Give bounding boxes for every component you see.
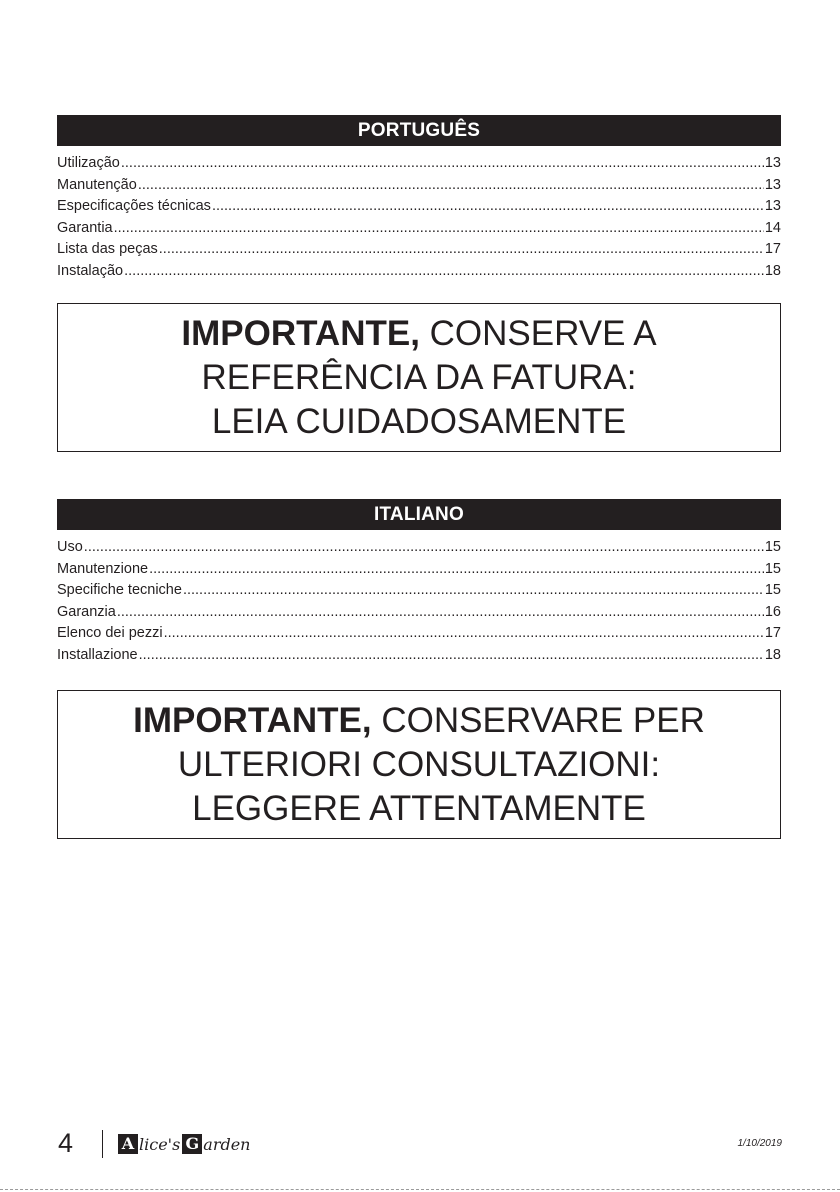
toc-title: Utilização (57, 155, 120, 171)
toc-entry[interactable] (57, 602, 781, 624)
toc-leader (139, 645, 764, 667)
toc-page: 15 (764, 539, 781, 555)
notice-line-1 (58, 312, 780, 356)
notice-line-1 (58, 699, 780, 743)
logo-initial-a: A (118, 1134, 138, 1154)
notice-line-3: LEGGERE ATTENTAMENTE (192, 788, 646, 828)
document-date: 1/10/2019 (737, 1138, 782, 1149)
toc-entry[interactable] (57, 623, 781, 645)
toc-title: Uso (57, 539, 83, 555)
important-notice-portuguese (57, 303, 781, 452)
toc-entry[interactable] (57, 239, 781, 261)
toc-page: 18 (764, 262, 781, 279)
section-header: ITALIANO (57, 499, 781, 530)
toc-leader (121, 153, 764, 175)
important-notice-italian (57, 690, 781, 839)
toc-page: 13 (764, 198, 781, 215)
logo-text-lice: lice's (139, 1134, 181, 1154)
toc-entry[interactable] (57, 537, 781, 559)
toc-leader (84, 537, 764, 559)
toc-page: 13 (764, 155, 781, 171)
alices-garden-logo (118, 1132, 250, 1156)
footer-divider (102, 1130, 103, 1158)
toc-entry[interactable] (57, 559, 781, 581)
toc-leader (212, 196, 764, 218)
notice-line-3: LEIA CUIDADOSAMENTE (211, 401, 627, 441)
notice-line-2: REFERÊNCIA DA FATURA: (201, 357, 637, 397)
toc-leader (164, 623, 764, 645)
toc-entry[interactable] (57, 261, 781, 283)
toc-entry[interactable] (57, 175, 781, 197)
notice-strong: IMPORTANTE, (133, 700, 372, 740)
toc-page: 15 (764, 560, 781, 577)
toc-leader (117, 602, 764, 624)
toc-title: Elenco dei pezzi (57, 625, 163, 642)
toc-title: Manutenzione (57, 560, 149, 577)
toc-page: 15 (764, 582, 781, 599)
logo-initial-g: G (182, 1134, 202, 1154)
toc-entry[interactable] (57, 218, 781, 240)
toc-title: Garantia (57, 219, 113, 236)
section-portuguese (57, 115, 781, 283)
toc-leader (183, 580, 764, 602)
toc-leader (149, 559, 764, 581)
toc-page: 17 (764, 241, 781, 258)
notice-line-1-rest: CONSERVARE PER (381, 700, 705, 740)
toc-title: Specifiche tecniche (57, 582, 182, 599)
toc-entry[interactable] (57, 196, 781, 218)
toc-title: Manutenção (57, 176, 137, 193)
toc-title: Instalação (57, 262, 124, 279)
table-of-contents (57, 537, 781, 667)
toc-title: Especificações técnicas (57, 198, 211, 215)
toc-leader (124, 261, 764, 283)
toc-entry[interactable] (57, 645, 781, 667)
toc-title: Garanzia (57, 603, 116, 620)
toc-leader (159, 239, 764, 261)
toc-entry[interactable] (57, 153, 781, 175)
toc-page: 17 (764, 625, 781, 642)
notice-line-1-rest: CONSERVE A (429, 313, 657, 353)
toc-page: 13 (764, 176, 781, 193)
page-trim-line (0, 1189, 840, 1190)
page-number: 4 (58, 1128, 74, 1158)
table-of-contents (57, 153, 781, 283)
toc-page: 18 (764, 646, 781, 663)
toc-title: Lista das peças (57, 241, 158, 258)
notice-line-2: ULTERIORI CONSULTAZIONI: (177, 744, 661, 784)
toc-page: 16 (764, 603, 781, 620)
notice-strong: IMPORTANTE, (181, 313, 420, 353)
section-italian (57, 499, 781, 667)
toc-title: Installazione (57, 646, 138, 663)
toc-page: 14 (764, 219, 781, 236)
toc-leader (114, 218, 764, 240)
toc-leader (138, 175, 764, 197)
toc-entry[interactable] (57, 580, 781, 602)
section-header: PORTUGUÊS (57, 115, 781, 146)
logo-text-arden: arden (203, 1134, 251, 1154)
